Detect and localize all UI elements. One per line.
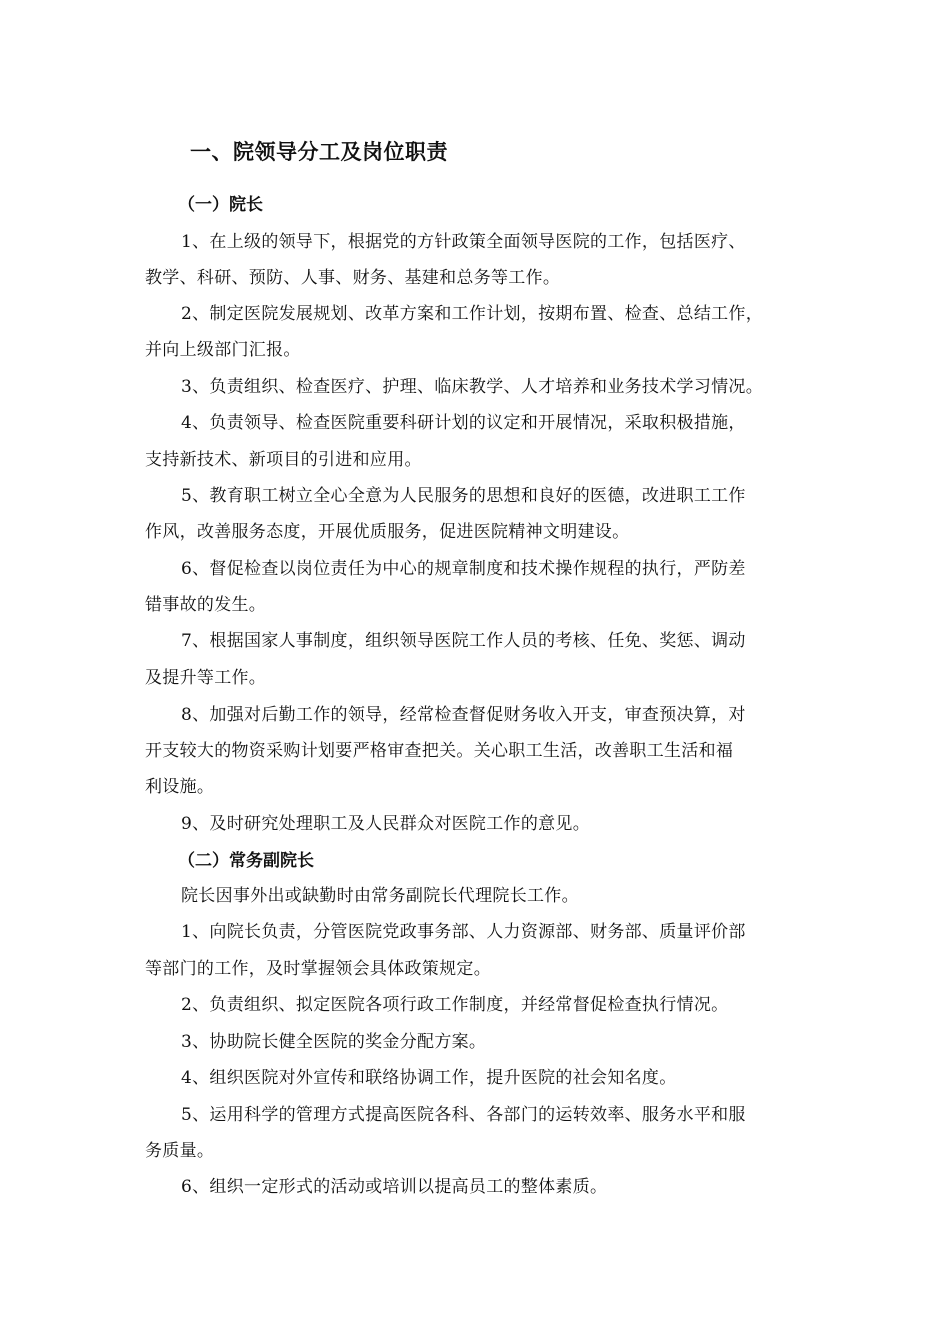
paragraph-line: 务质量。 [145,1141,215,1161]
paragraph-line: 支持新技术、新项目的引进和应用。 [145,450,422,470]
paragraph-line: 及提升等工作。 [145,668,267,688]
paragraph-line: 开支较大的物资采购计划要严格审查把关。关心职工生活，改善职工生活和福 [145,741,734,761]
paragraph-line: 并向上级部门汇报。 [145,340,301,360]
paragraph-line: 2、负责组织、拟定医院各项行政工作制度，并经常督促检查执行情况。 [181,995,729,1015]
paragraph-line: 利设施。 [145,777,215,797]
paragraph-line: 3、负责组织、检查医疗、护理、临床教学、人才培养和业务技术学习情况。 [181,377,764,397]
section-heading-executive-vice-president: （二）常务副院长 [178,851,314,871]
paragraph-line: 9、及时研究处理职工及人民群众对医院工作的意见。 [181,814,591,834]
paragraph-line: 1、在上级的领导下，根据党的方针政策全面领导医院的工作，包括医疗、 [181,232,746,252]
paragraph-line: 等部门的工作，及时掌握领会具体政策规定。 [145,959,491,979]
paragraph-line: 4、负责领导、检查医院重要科研计划的议定和开展情况，采取积极措施， [181,413,746,433]
paragraph-line: 4、组织医院对外宣传和联络协调工作，提升医院的社会知名度。 [181,1068,677,1088]
paragraph-line: 3、协助院长健全医院的奖金分配方案。 [181,1032,487,1052]
section-heading-president: （一）院长 [178,195,263,215]
paragraph-line: 6、督促检查以岗位责任为中心的规章制度和技术操作规程的执行，严防差 [181,559,746,579]
paragraph-line: 1、向院长负责，分管医院党政事务部、人力资源部、财务部、质量评价部 [181,922,746,942]
paragraph-line: 教学、科研、预防、人事、财务、基建和总务等工作。 [145,268,561,288]
page-title: 一、院领导分工及岗位职责 [190,140,448,164]
paragraph-line: 8、加强对后勤工作的领导，经常检查督促财务收入开支，审查预决算，对 [181,705,746,725]
paragraph-line: 7、根据国家人事制度，组织领导医院工作人员的考核、任免、奖惩、调动 [181,631,746,651]
paragraph-line: 5、教育职工树立全心全意为人民服务的思想和良好的医德，改进职工工作 [181,486,746,506]
paragraph-line: 5、运用科学的管理方式提高医院各科、各部门的运转效率、服务水平和服 [181,1105,746,1125]
paragraph-line: 作风，改善服务态度，开展优质服务，促进医院精神文明建设。 [145,522,630,542]
paragraph-line: 错事故的发生。 [145,595,267,615]
paragraph-line: 2、制定医院发展规划、改革方案和工作计划，按期布置、检查、总结工作， [181,304,764,324]
paragraph-line: 院长因事外出或缺勤时由常务副院长代理院长工作。 [181,886,579,906]
paragraph-line: 6、组织一定形式的活动或培训以提高员工的整体素质。 [181,1177,608,1197]
